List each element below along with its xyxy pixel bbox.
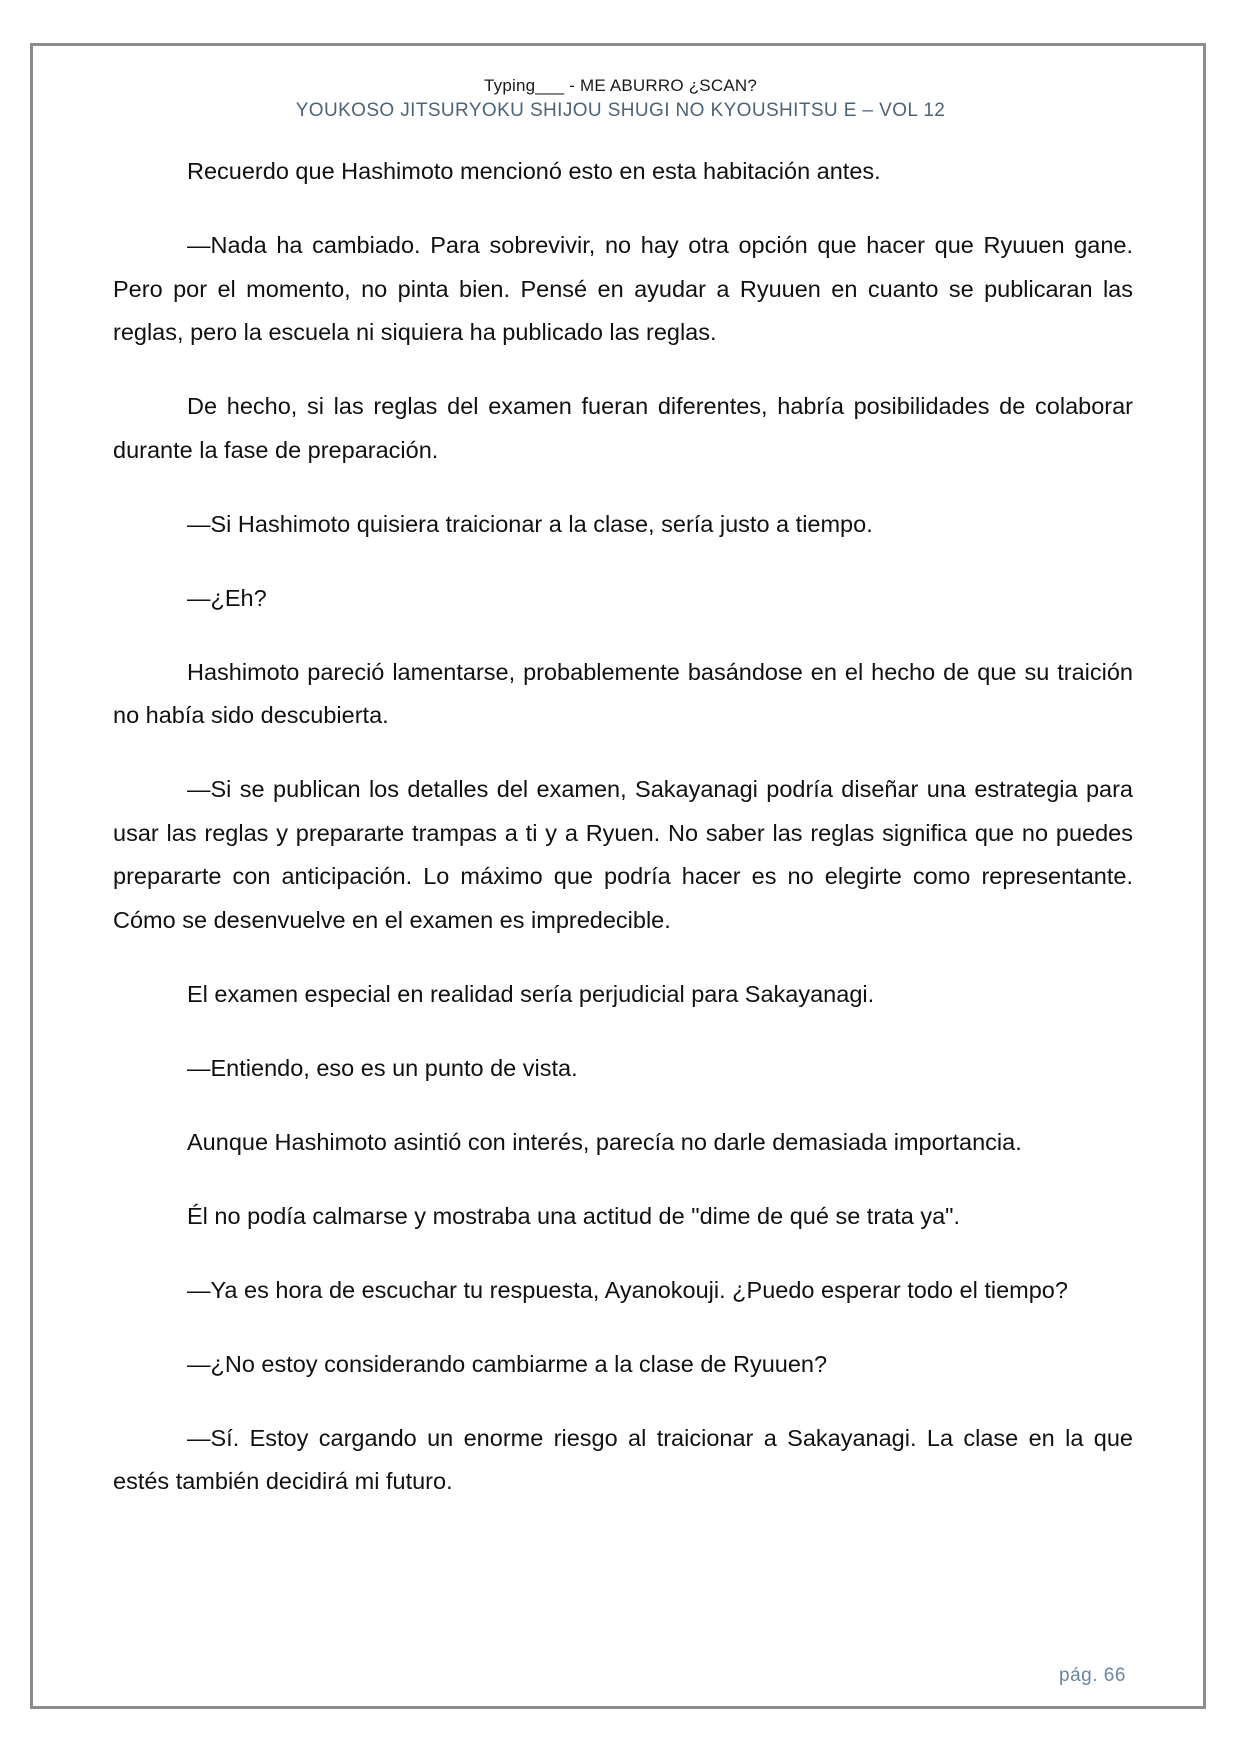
paragraph: Aunque Hashimoto asintió con interés, parecía no darle demasiada importancia. [187, 1128, 1022, 1155]
paragraph: Él no podía calmarse y mostraba una actitud de "dime de qué se trata ya". [187, 1202, 961, 1229]
paragraph: —Entiendo, eso es un punto de vista. [187, 1054, 578, 1081]
paragraph: —Si Hashimoto quisiera traicionar a la clase, sería justo a tiempo. [187, 510, 873, 537]
paragraph: —¿No estoy considerando cambiarme a la clase de Ryuuen? [187, 1350, 828, 1377]
header-credit: Typing___ - ME ABURRO ¿SCAN? [484, 76, 757, 95]
body-text [113, 150, 1133, 1534]
paragraph: Recuerdo que Hashimoto mencionó esto en esta habitación antes. [187, 158, 881, 184]
page-header [0, 74, 1241, 124]
paragraph: —Si se publican los detalles del examen, Sakayanagi podría diseñar una estrategia para usar las reglas y prepararte trampas a ti y a Ryuen. No saber las reglas significa que no puedes prepararte con anticipación. Lo máximo que podría hacer es no elegirte como representante. Cómo se desenvuelve en el examen es impredecible. [113, 776, 1133, 933]
paragraph: De hecho, si las reglas del examen fueran diferentes, habría posibilidades de colaborar durante la fase de preparación. [113, 393, 1133, 463]
paragraph: —¿Eh? [187, 584, 267, 611]
header-title: YOUKOSO JITSURYOKU SHIJOU SHUGI NO KYOUSHITSU E – VOL 12 [295, 100, 946, 121]
paragraph: Hashimoto pareció lamentarse, probablemente basándose en el hecho de que su traición no había sido descubierta. [113, 658, 1133, 728]
paragraph: El examen especial en realidad sería perjudicial para Sakayanagi. [187, 980, 875, 1007]
paragraph: —Ya es hora de escuchar tu respuesta, Ayanokouji. ¿Puedo esperar todo el tiempo? [187, 1276, 1068, 1303]
page-number: pág. 66 [1059, 1665, 1126, 1686]
paragraph: —Sí. Estoy cargando un enorme riesgo al traicionar a Sakayanagi. La clase en la que estés también decidirá mi futuro. [113, 1424, 1133, 1494]
paragraph: —Nada ha cambiado. Para sobrevivir, no hay otra opción que hacer que Ryuuen gane. Pero por el momento, no pinta bien. Pensé en ayudar a Ryuuen en cuanto se publicaran las reglas, pero la escuela ni siquiera ha publicado las reglas. [113, 232, 1133, 345]
